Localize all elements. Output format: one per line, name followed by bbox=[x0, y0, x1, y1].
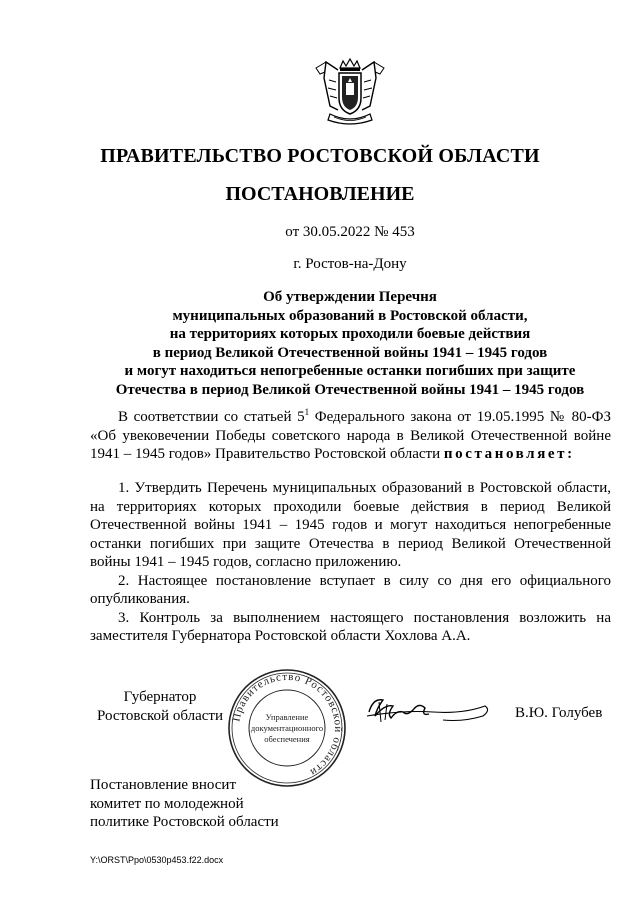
file-path: Y:\ORST\Ppo\0530p453.f22.docx bbox=[90, 855, 224, 865]
subject-line: и могут находиться непогребенные останки погибших при защите bbox=[124, 363, 576, 379]
decree-word: постановляет: bbox=[443, 446, 575, 462]
submitter-note-line: политике Ростовской области bbox=[90, 814, 279, 830]
subject-line: в период Великой Отечественной войны 1941 – 1945 годов bbox=[152, 344, 548, 361]
seal-center-line: документационного bbox=[250, 723, 324, 733]
submitter-note bbox=[90, 776, 350, 832]
resolution-item: 1. Утвердить Перечень муниципальных образований в Ростовской области, на территориях которых проходили боевые действия в период Великой Отечественной войны 1941 – 1945 годов и могут находиться непогребенные останки погибших при защите Отечества в период Великой Отечественной войны 1941 – 1945 годов, согласно приложению. bbox=[90, 480, 611, 570]
seal-ring-text: Правительство Ростовской области bbox=[230, 670, 345, 779]
subject-line: на территориях которых проходили боевые действия bbox=[169, 326, 531, 342]
signer-role bbox=[90, 688, 230, 725]
round-seal-stamp-icon bbox=[227, 668, 347, 788]
coat-of-arms-icon bbox=[312, 58, 388, 126]
preamble-text-start: В соответствии со статьей 5 bbox=[118, 409, 305, 425]
signer-role-line: Губернатор bbox=[123, 689, 197, 705]
resolution-items bbox=[90, 479, 611, 646]
article-superscript: 1 bbox=[304, 407, 310, 417]
subject-line: муниципальных образований в Ростовской области, bbox=[172, 307, 528, 324]
city-line: г. Ростов-на-Дону bbox=[293, 256, 407, 272]
document-type-title: ПОСТАНОВЛЕНИЕ bbox=[225, 183, 415, 205]
subject-line: Об утверждении Перечня bbox=[263, 289, 437, 305]
preamble-text-main: Федерального закона от 19.05.1995 № 80-ФЗ «Об увековечении Победы советского народа в Великой Отечественной войне 1941 – 1945 годов» Правительство Ростовской области bbox=[90, 409, 611, 462]
resolution-item: 2. Настоящее постановление вступает в силу со дня его официального опубликования. bbox=[90, 572, 611, 607]
signer-role-line: Ростовской области bbox=[97, 707, 223, 724]
signer-name: В.Ю. Голубев bbox=[515, 705, 603, 721]
subject-line: Отечества в период Великой Отечественной войны 1941 – 1945 годов bbox=[115, 381, 585, 398]
seal-center-line: обеспечения bbox=[264, 734, 310, 744]
submitter-note-line: Постановление вносит bbox=[90, 777, 237, 793]
handwritten-signature-icon bbox=[363, 690, 493, 730]
date-and-number: от 30.05.2022 № 453 bbox=[285, 224, 415, 240]
preamble-paragraph bbox=[90, 408, 611, 464]
government-title: ПРАВИТЕЛЬСТВО РОСТОВСКОЙ ОБЛАСТИ bbox=[100, 145, 540, 167]
document-subject bbox=[70, 288, 630, 399]
seal-center-line: Управление bbox=[265, 712, 309, 722]
submitter-note-line: комитет по молодежной bbox=[90, 795, 244, 812]
resolution-item: 3. Контроль за выполнением настоящего постановления возложить на заместителя Губернатора Ростовской области Хохлова А.А. bbox=[90, 609, 611, 644]
